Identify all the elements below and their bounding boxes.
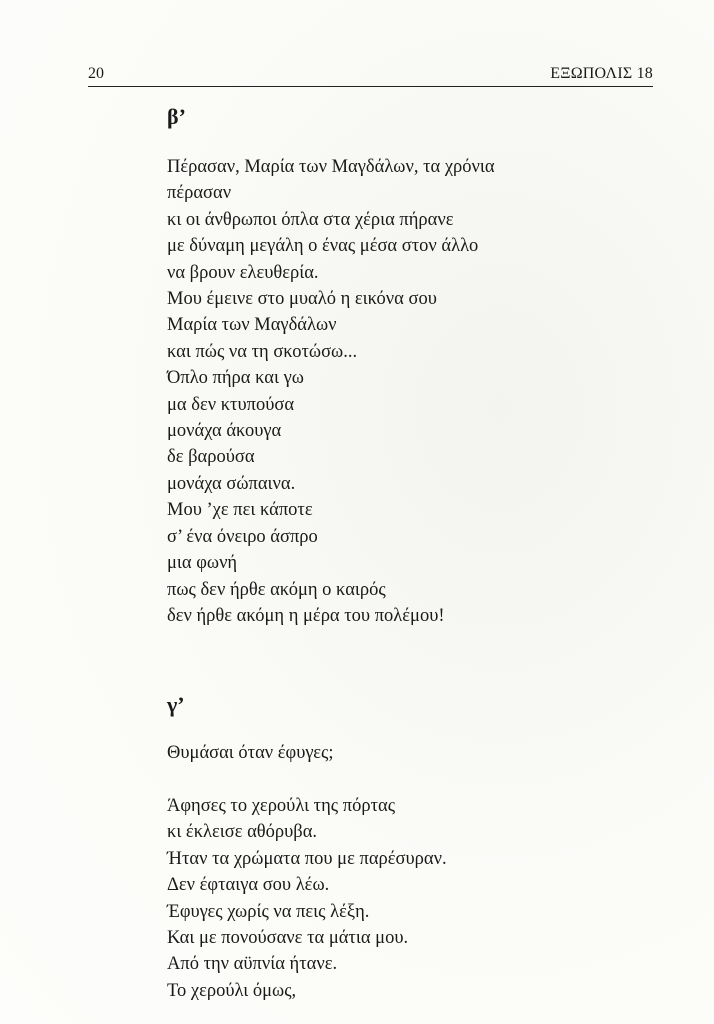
poem-line: Το χερούλι όμως, [167, 980, 297, 1001]
poem-line: μονάχα άκουγα [167, 421, 282, 442]
poem-line: Και με πονούσανε τα μάτια μου. [167, 928, 409, 949]
poem-line: Θυμάσαι όταν έφυγες; [167, 743, 334, 763]
poem-line: Έφυγες χωρίς να πεις λέξη. [167, 901, 370, 922]
page-header [88, 64, 653, 87]
stanza-gamma-2 [167, 793, 447, 1004]
poem-line: μα δεν κτυπούσα [167, 394, 295, 415]
poem-line: δε βαρούσα [167, 447, 255, 468]
poem-line: κι οι άνθρωποι όπλα στα χέρια πήρανε [167, 209, 454, 230]
poem-line: Ήταν τα χρώματα που με παρέσυραν. [167, 848, 447, 869]
poem-line: πέρασαν [167, 183, 232, 204]
poem-line: Πέρασαν, Μαρία των Μαγδάλων, τα χρόνια [167, 157, 495, 177]
poem-line: με δύναμη μεγάλη ο ένας μέσα στον άλλο [167, 236, 479, 257]
poem-line: κι έκλεισε αθόρυβα. [167, 822, 318, 843]
poem-line: Μου έμεινε στο μυαλό η εικόνα σου [167, 289, 437, 310]
poem-line: Όπλο πήρα και γω [167, 368, 304, 389]
poem-line: σ’ ένα όνειρο άσπρο [167, 526, 318, 547]
poem-line: να βρουν ελευθερία. [167, 262, 319, 283]
poem-line: Άφησες το χερούλι της πόρτας [167, 796, 396, 816]
section-heading-gamma: γ’ [167, 692, 185, 717]
poem-line: πως δεν ήρθε ακόμη ο καιρός [167, 579, 386, 600]
stanza-gamma-1 [167, 740, 333, 766]
section-heading-beta: β’ [167, 104, 186, 129]
poem-line: Μαρία των Μαγδάλων [167, 315, 337, 336]
poem-line: μια φωνή [167, 553, 238, 574]
poem-line: δεν ήρθε ακόμη η μέρα του πολέμου! [167, 605, 445, 626]
running-head: ΕΞΩΠΟΛΙΣ 18 [550, 65, 653, 82]
poem-line: Από την αϋπνία ήτανε. [167, 954, 338, 975]
poem-line: Δεν έφταιγα σου λέω. [167, 875, 330, 896]
poem-line: και πώς να τη σκοτώσω... [167, 341, 358, 362]
page-number: 20 [88, 65, 104, 82]
poem-line: μονάχα σώπαινα. [167, 473, 296, 494]
poem-line: Μου ’χε πει κάποτε [167, 500, 313, 521]
stanza-beta-1 [167, 154, 495, 629]
